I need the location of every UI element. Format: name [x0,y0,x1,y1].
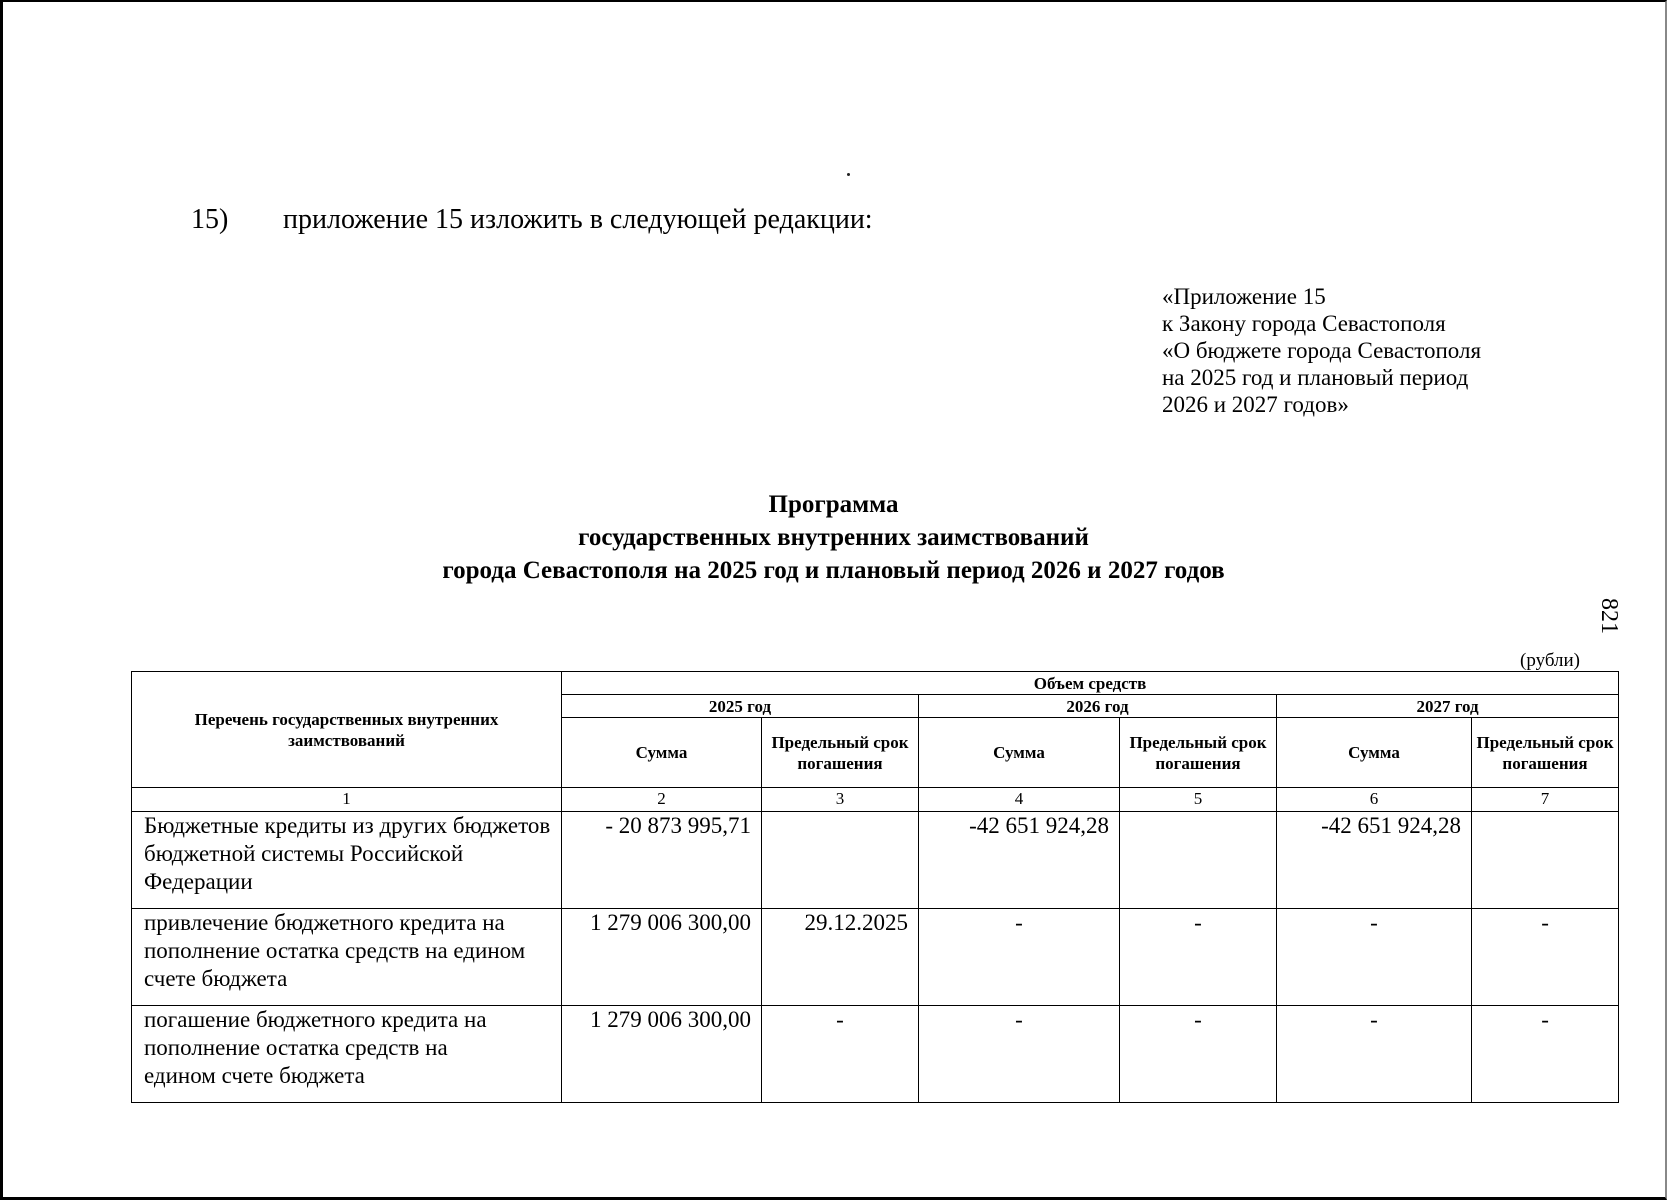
scan-speck [847,173,850,176]
term-cell: - [1472,1006,1619,1103]
title-line: города Севастополя на 2025 год и плановый период 2026 и 2027 годов [442,557,1225,584]
item-number: 15) [191,204,229,235]
term-cell: - [1120,1006,1277,1103]
borrowing-name: привлечение бюджетного кредита на пополнение остатка средств на едином счете бюджета [132,909,562,1006]
amount-cell: - [1277,1006,1472,1103]
header-term: Предельный срок погашения [762,718,919,788]
borrowing-name: Бюджетные кредиты из других бюджетов бюджетной системы Российской Федерации [132,812,562,909]
header-list: Перечень государственных внутренних заимствований [132,672,562,788]
amount-cell: -42 651 924,28 [919,812,1120,909]
page-number: 821 [1596,598,1622,634]
appendix-line: «О бюджете города Севастополя [1162,338,1482,363]
header-sum: Сумма [1277,718,1472,788]
header-term: Предельный срок погашения [1120,718,1277,788]
table-row [132,1006,1619,1103]
term-cell: - [1472,909,1619,1006]
term-cell [1472,812,1619,909]
borrowing-name: погашение бюджетного кредита на пополнение остатка средств на едином счете бюджета [132,1006,562,1103]
header-term: Предельный срок погашения [1472,718,1619,788]
column-number: 1 [132,788,562,812]
header-row [132,672,1619,695]
amount-cell: - [1277,909,1472,1006]
intro-line [191,204,873,236]
term-cell [762,812,919,909]
document-title [0,488,1667,587]
intro-text: приложение 15 изложить в следующей редакции: [283,204,873,235]
amount-cell: - [919,909,1120,1006]
amount-cell: 1 279 006 300,00 [562,909,762,1006]
column-number: 4 [919,788,1120,812]
amount-cell: -42 651 924,28 [1277,812,1472,909]
appendix-line: на 2025 год и плановый период [1162,365,1469,390]
title-line: Программа [768,491,899,518]
column-number-row [132,788,1619,812]
header-year: 2026 год [919,695,1277,718]
header-volume: Объем средств [562,672,1619,695]
header-sum: Сумма [562,718,762,788]
column-number: 2 [562,788,762,812]
column-number: 6 [1277,788,1472,812]
header-sum: Сумма [919,718,1120,788]
appendix-line: к Закону города Севастополя [1162,311,1446,336]
title-line: государственных внутренних заимствований [578,524,1089,551]
borrowings-table [131,671,1619,1103]
term-cell: - [762,1006,919,1103]
column-number: 7 [1472,788,1619,812]
header-year: 2027 год [1277,695,1619,718]
amount-cell: 1 279 006 300,00 [562,1006,762,1103]
appendix-line: «Приложение 15 [1162,284,1326,309]
table-row [132,909,1619,1006]
header-year: 2025 год [562,695,919,718]
column-number: 3 [762,788,919,812]
appendix-reference [1162,283,1481,418]
amount-cell: - [919,1006,1120,1103]
term-cell: - [1120,909,1277,1006]
amount-cell: - 20 873 995,71 [562,812,762,909]
unit-label: (рубли) [1520,650,1580,671]
column-number: 5 [1120,788,1277,812]
term-cell: 29.12.2025 [762,909,919,1006]
table-row [132,812,1619,909]
appendix-line: 2026 и 2027 годов» [1162,392,1349,417]
term-cell [1120,812,1277,909]
